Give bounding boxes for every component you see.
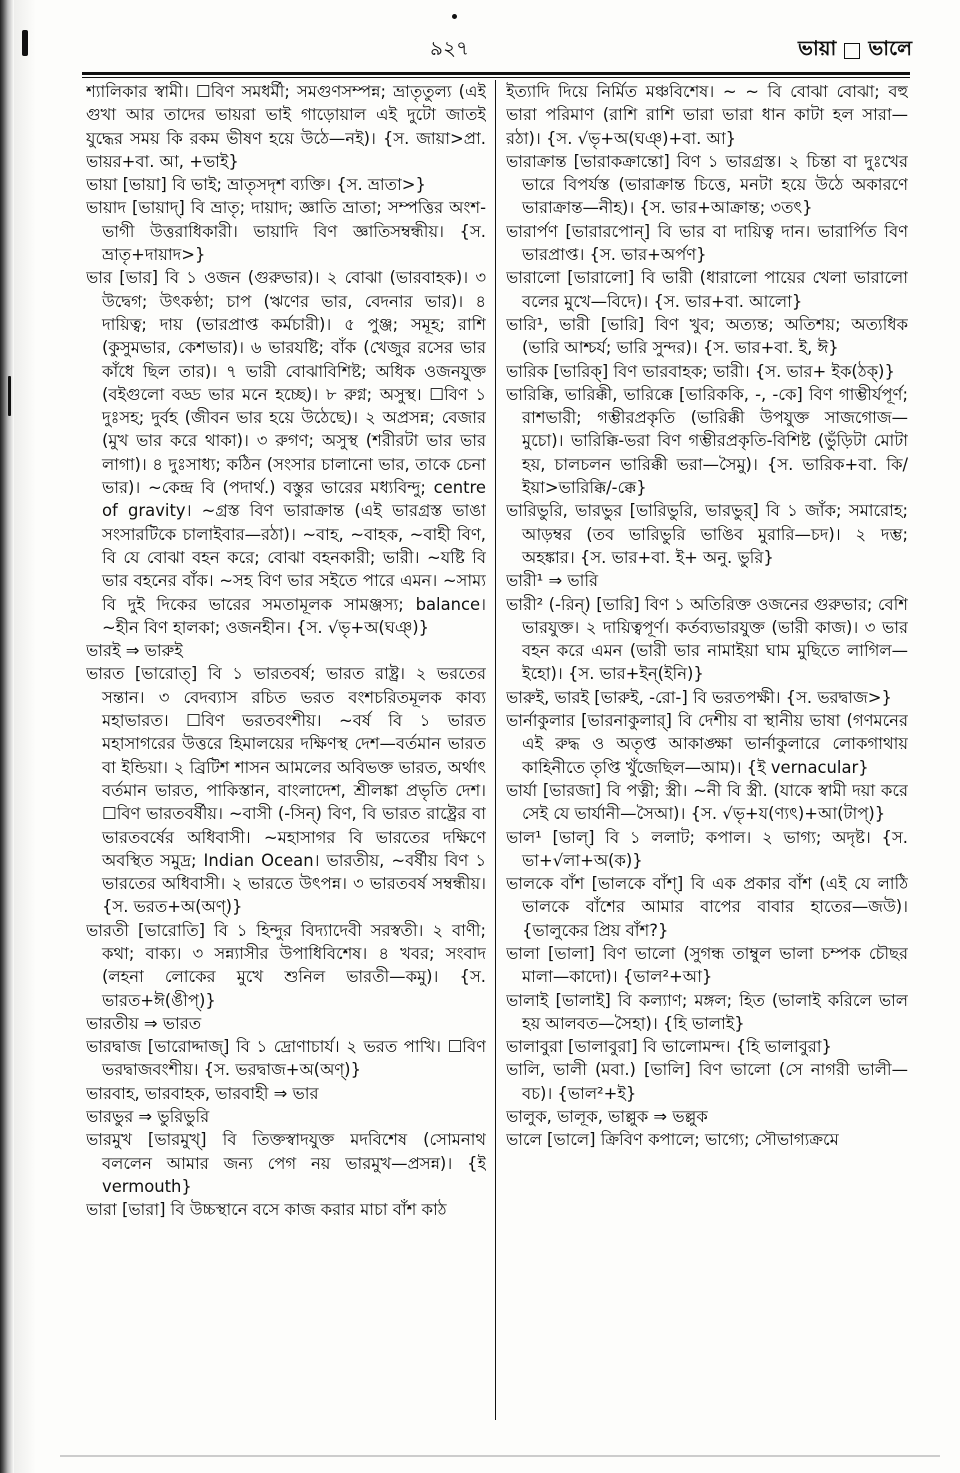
dictionary-entry: শ্যালিকার স্বামী। ☐বিণ সমধর্মী; সমগুণসম্পন্ন; ভ্রাতৃতুল্য (এই গুখা আর তাদের ভায়রা ভাই গাড়োয়াল এই দুটো জাতই যুদ্ধের সময় কি রকম ভীষণ হয়ে উঠে—নই)। {স. জায়া>প্রা. ভায়র+বা. আ, +ভাই}	[86, 82, 486, 171]
dictionary-entry: ভার্যা [ভারজা] বি পত্নী; স্ত্রী। ~নী বি স্ত্রী. (যাকে স্বামী দয়া করে সেই যে ভার্যানী—সৈআ)। {স. √ভৃ+য(ণ্যৎ)+আ(টাপ্)}	[506, 780, 908, 824]
dictionary-entry: ভারাক্রান্ত [ভারাকক্রান্তো] বিণ ১ ভারগ্রস্ত। ২ চিন্তা বা দুঃখের ভারে বিপর্যস্ত (ভারাক্রান্ত চিত্তে, মনটা হয়ে উঠে অকারণে ভারাক্রান্ত—নীহ)। {স. ভার+আক্রান্ত; ৩তৎ}	[506, 151, 908, 218]
dictionary-entry: ভারি¹, ভারী [ভারি] বিণ খুব; অত্যন্ত; অতিশয়; অত্যধিক (ভারি আশ্চর্য; ভারি সুন্দর)। {স. ভার+বা. ই, ঈ}	[506, 314, 908, 358]
right-column	[506, 80, 908, 1420]
dictionary-entry: ভারতী [ভারোতি] বি ১ হিন্দুর বিদ্যাদেবী সরস্বতী। ২ বাণী; কথা; বাক্য। ৩ সন্ন্যাসীর উপাধিবিশেষ। ৪ খবর; সংবাদ (লহনা লোকের মুখে শুনিল ভারতী—কমু)। {স. ভারত+ঈ(ঙীপ্)}	[86, 920, 486, 1010]
column-divider	[495, 80, 496, 1420]
page-number: ৯২৭	[430, 36, 469, 60]
guide-word-first: ভায়া	[798, 36, 837, 60]
dictionary-entry: ভার্নাকুলার [ভারনাকুলার্] বি দেশীয় বা স্থানীয় ভাষা (গণমনের এই রুদ্ধ ও অতৃপ্ত আকাঙ্ক্ষা ভার্নাকুলারে লোকগাথায় কাহিনীতে তৃপ্তি খুঁজেছিল—আম)। {ই vernacular}	[506, 711, 908, 777]
dictionary-entry: ইত্যাদি দিয়ে নির্মিত মঞ্চবিশেষ। ~ ~ বি বোঝা বোঝা; বহু ভারা পরিমাণ (রাশি রাশি ভারা ভারা ধান কাটা হল সারা—রঠা)। {স. √ভৃ+অ(ঘঞ্)+বা. আ}	[506, 82, 908, 148]
dictionary-entry: ভারই ⇒ ভারুই	[86, 641, 183, 661]
guide-separator-icon	[844, 43, 860, 59]
dictionary-entry: ভালা [ভালা] বিণ ভালো (সুগন্ধ তাম্বুল ভালা চম্পক চৌছর মালা—কাদো)। {ভাল²+আ}	[506, 943, 908, 987]
dictionary-entry: ভারা [ভারা] বি উচ্চস্থানে বসে কাজ করার মাচা বাঁশ কাঠ	[86, 1200, 447, 1220]
dictionary-entry: ভারিভুরি, ভারভুর [ভারিভুরি, ভারভুর্] বি ১ জাঁক; সমারোহ; আড়ম্বর (তব ভারিভুরি ভাঙিব মুরারি—চদ)। ২ দম্ভ; অহঙ্কার। {স. ভার+বা. ই+ অনু. ভুরি}	[506, 501, 908, 567]
dictionary-entry: ভারী¹ ⇒ ভারি	[506, 571, 599, 591]
ink-speck	[452, 14, 457, 19]
dictionary-entry: ভারিক্কি, ভারিক্কী, ভারিক্কে [ভারিককি, -, -কে] বিণ গাম্ভীর্যপূর্ণ; রাশভারী; গম্ভীরপ্রকৃতি (ভারিক্কী উপযুক্ত সাজগোজ—মুচো)। ভারিক্কি-ভরা বিণ গম্ভীরপ্রকৃতি-বিশিষ্ট (ভুঁড়িটা মোটা হয়, চালচলন ভারিক্কী ভরা—সৈমু)। {স. ভারিক+বা. কি/ইয়া>ভারিক্কি/-ক্কে}	[506, 384, 908, 498]
page-bottom-edge	[60, 1455, 940, 1457]
dictionary-entry: ভারদ্বাজ [ভারোদ্দাজ্] বি ১ দ্রোণাচার্য। ২ ভরত পাখি। ☐বিণ ভরদ্বাজবংশীয়। {স. ভরদ্বাজ+অ(অণ্)}	[86, 1037, 486, 1080]
dictionary-entry: ভারমুখ [ভারমুখ্] বি তিক্তস্বাদযুক্ত মদবিশেষ (সোমনাথ বললেন আমার জন্য পেগ নয় ভারমুখ—প্রসন্ন)। {ই vermouth}	[86, 1130, 486, 1196]
dictionary-entry: ভালে [ভালে] ক্রিবিণ কপালে; ভাগ্যে; সৌভাগ্যক্রমে	[506, 1130, 839, 1150]
dictionary-entry: ভারবাহ, ভারবাহক, ভারবাহী ⇒ ভার	[86, 1083, 319, 1103]
dictionary-entry: ভারভুর ⇒ ভুরিভুরি	[86, 1107, 210, 1127]
guide-words	[798, 34, 912, 67]
dictionary-entry: ভারত [ভারোত্] বি ১ ভারতবর্ষ; ভারত রাষ্ট্র। ২ ভরতের সন্তান। ৩ বেদব্যাস রচিত ভরত বংশচরিতমূলক কাব্য মহাভারত। ☐বিণ ভরতবংশীয়। ~বর্ষ বি ১ ভারত মহাসাগরের উত্তরে হিমালয়ের দক্ষিণস্থ দেশ—বর্তমান ভারত বা ইন্ডিয়া। ২ ব্রিটিশ শাসন আমলের অবিভক্ত ভারত, অর্থাৎ বর্তমান ভারত, পাকিস্তান, বাংলাদেশ, শ্রীলঙ্কা প্রভৃতি দেশ। ☐বিণ ভারতবর্ষীয়। ~বাসী (-সিন্) বিণ, বি ভারত রাষ্ট্রের বা ভারতবর্ষের অধিবাসী। ~মহাসাগর বি ভারতের দক্ষিণে অবস্থিত সমুদ্র; Indian Ocean। ভারতীয়, ~বর্ষীয় বিণ ১ ভারতের অধিবাসী। ২ ভারতে উৎপন্ন। ৩ ভারতবর্ষ সম্বন্ধীয়। {স. ভরত+অ(অণ্)}	[86, 664, 486, 917]
dictionary-entry: ভার [ভার] বি ১ ওজন (গুরুভার)। ২ বোঝা (ভারবাহক)। ৩ উদ্বেগ; উৎকণ্ঠা; চাপ (ঋণের ভার, বেদনার ভার)। ৪ দায়িত্ব; দায় (ভারপ্রাপ্ত কর্মচারী)। ৫ পুঞ্জ; সমূহ; রাশি (কুসুমভার, কেশভার)। ৬ ভারযষ্টি; বাঁক (খেজুর রসের ভার কাঁধে ছিল তার)। ৭ ভারী বোঝাবিশিষ্ট; অধিক ওজনযুক্ত (বইগুলো বড্ড ভার মনে হচ্ছে)। ৮ রুগ্ন; অসুস্থ। ☐বিণ ১ দুঃসহ; দুর্বহ (জীবন ভার হয়ে উঠেছে)। ২ অপ্রসন্ন; বেজার (মুখ ভার করে থাকা)। ৩ রুগণ; অসুস্থ (শরীরটা ভার ভার লাগা)। ৪ দুঃসাধ্য; কঠিন (সংসার চালানো ভার, তাকে চেনা ভার)। ~কেন্দ্র বি (পদার্থ.) বস্তুর ভারের মধ্যবিন্দু; centre of gravity। ~গ্রস্ত বিণ ভারাক্রান্ত (এই ভারগ্রস্ত ভাঙা সংসারটিকে চালাইবার—রঠা)। ~বাহ, ~বাহক, ~বাহী বিণ, বি যে বোঝা বহন করে; বোঝা বহনকারী; ভারী। ~যষ্টি বি ভার বহনের বাঁক। ~সহ বিণ ভার সইতে পারে এমন। ~সাম্য বি দুই দিকের ভারের সমতামূলক সামঞ্জস্য; balance। ~হীন বিণ হালকা; ওজনহীন। {স. √ভৃ+অ(ঘঞ্)}	[86, 268, 486, 637]
binding-gradient	[14, 0, 36, 1473]
dictionary-entry: ভাল¹ [ভাল্] বি ১ ললাট; কপাল। ২ ভাগ্য; অদৃষ্ট। {স. ভা+√লা+অ(ক)}	[506, 827, 908, 870]
page-header	[0, 34, 960, 68]
dictionary-entry: ভারার্পণ [ভারারপোন্] বি ভার বা দায়িত্ব দান। ভারার্পিত বিণ ভারপ্রাপ্ত। {স. ভার+অর্পণ}	[506, 221, 908, 265]
dictionary-entry: ভারিক [ভারিক্] বিণ ভারবাহক; ভারী। {স. ভার+ ইক(ঠক্)}	[506, 361, 895, 381]
book-binding-shadow	[0, 0, 14, 1473]
dictionary-entry: ভালাই [ভালাই] বি কল্যাণ; মঙ্গল; হিত (ভালাই করিলে ভাল হয় আলবত—সৈহা)। {হি ভালাই}	[506, 990, 908, 1033]
dictionary-entry: ভারতীয় ⇒ ভারত	[86, 1013, 202, 1033]
guide-word-last: ভালে	[868, 36, 912, 60]
dictionary-entry: ভালকে বাঁশ [ভালকে বাঁশ্] বি এক প্রকার বাঁশ (এই যে লাঠি ভালকে বাঁশের আমার বাপের বাবার হাতের—জউ)। {ভালুকের প্রিয় বাঁশ?}	[506, 874, 908, 940]
header-rule-thin	[82, 77, 910, 78]
dictionary-entry: ভারী² (-রিন্) [ভারি] বিণ ১ অতিরিক্ত ওজনের গুরুভার; বেশি ভারযুক্ত। ২ দায়িত্বপূর্ণ। কর্তব্যভারযুক্ত (ভারী কাজ)। ৩ ভার বহন করে এমন (ভারী ভার নামাইয়া ঘাম মুছিতে লাগিল—ইহো)। {স. ভার+ইন্(ইনি)}	[506, 594, 908, 684]
ink-smudge	[8, 376, 11, 416]
header-rule	[82, 72, 910, 75]
dictionary-entry: ভালাবুরা [ভালাবুরা] বি ভালোমন্দ। {হি ভালাবুরা}	[506, 1037, 832, 1057]
dictionary-entry: ভালুক, ভালূক, ভাল্লুক ⇒ ভল্লুক	[506, 1107, 708, 1127]
dictionary-entry: ভালি, ভালী (মবা.) [ভালি] বিণ ভালো (সে নাগরী ভালী—বচ)। {ভাল²+ই}	[506, 1060, 908, 1103]
left-column	[86, 80, 486, 1420]
dictionary-entry: ভারুই, ভারই [ভারুই, -রো-] বি ভরতপক্ষী। {স. ভরদ্বাজ>}	[506, 687, 892, 707]
dictionary-entry: ভায়াদ [ভায়াদ্] বি ভ্রাতৃ; দায়াদ; জ্ঞাতি ভ্রাতা; সম্পত্তির অংশ-ভাগী উত্তরাধিকারী। ভায়াদি বিণ জ্ঞাতিসম্বন্ধীয়। {স. ভ্রাতৃ+দায়াদ>}	[86, 198, 486, 265]
dictionary-entry: ভায়া [ভায়া] বি ভাই; ভ্রাতৃসদৃশ ব্যক্তি। {স. ভ্রাতা>}	[86, 175, 426, 195]
dictionary-entry: ভারালো [ভারালো] বি ভারী (ধারালো পায়ের খেলা ভারালো বলের মুখে—বিদে)। {স. ভার+বা. আলো}	[506, 268, 908, 311]
